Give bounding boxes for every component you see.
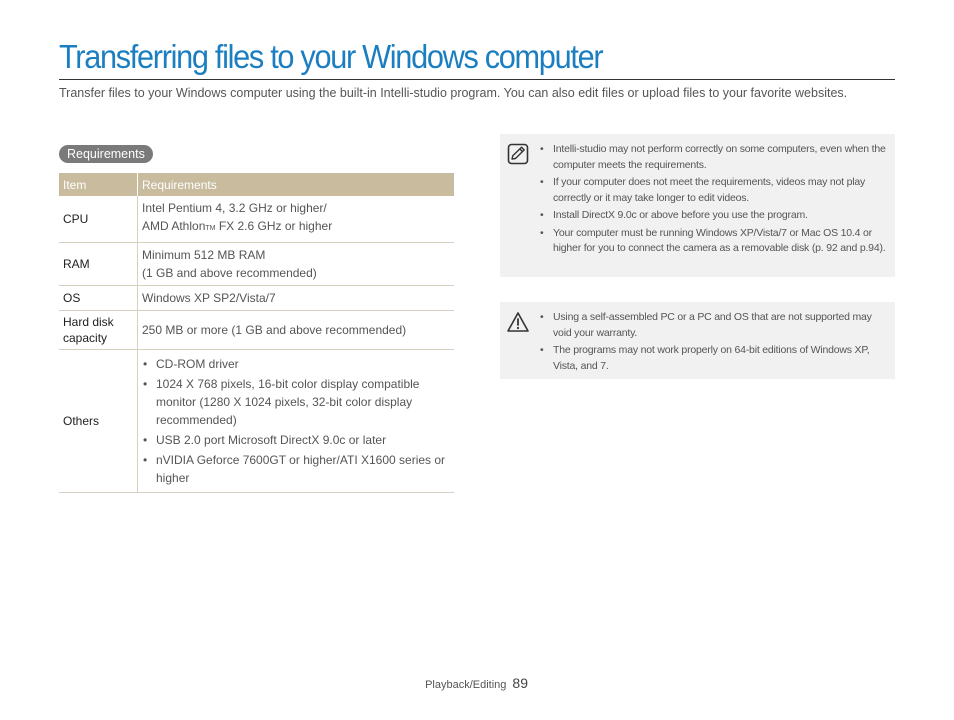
cpu-label: CPU xyxy=(59,196,138,242)
column-header-requirements: Requirements xyxy=(138,173,455,196)
list-item: • 1024 X 768 pixels, 16-bit color display compatible monitor (1280 X 1024 pixels, 32-bit color display recommended) xyxy=(142,375,450,429)
ram-line-2: (1 GB and above recommended) xyxy=(142,265,317,280)
table-row-others xyxy=(59,349,454,492)
list-item: • If your computer does not meet the requirements, videos may not play correctly or it may take longer to edit videos. xyxy=(540,175,888,206)
footer-section: Playback/Editing xyxy=(425,679,507,691)
warning-triangle-icon xyxy=(507,311,529,333)
list-item: • nVIDIA Geforce 7600GT or higher/ATI X1600 series or higher xyxy=(142,451,450,487)
list-item: • USB 2.0 port Microsoft DirectX 9.0c or later xyxy=(142,431,450,449)
table-row-hard-disk xyxy=(59,310,454,349)
table-row-ram xyxy=(59,242,454,285)
page-title: Transferring files to your Windows computer xyxy=(59,38,603,75)
others-list xyxy=(142,355,450,487)
page-number: 89 xyxy=(512,675,528,691)
ram-line-1: Minimum 512 MB RAM xyxy=(142,247,266,262)
caution-list xyxy=(540,310,888,376)
list-item: • Intelli-studio may not perform correctly on some computers, even when the computer meets the requirements. xyxy=(540,142,888,173)
requirements-badge: Requirements xyxy=(59,145,153,163)
list-item: • Using a self-assembled PC or a PC and OS that are not supported may void your warranty. xyxy=(540,310,888,341)
list-item: • The programs may not work properly on 64-bit editions of Windows XP, Vista, and 7. xyxy=(540,343,888,374)
cpu-amd-suffix: FX 2.6 GHz or higher xyxy=(215,219,333,234)
os-label: OS xyxy=(59,285,138,310)
os-requirement: Windows XP SP2/Vista/7 xyxy=(138,285,455,310)
intro-paragraph: Transfer files to your Windows computer using the built-in Intelli-studio program. You can also edit files or upload files to your favorite websites. xyxy=(59,86,848,100)
cpu-amd-prefix: AMD Athlon xyxy=(142,219,206,234)
list-item: • Install DirectX 9.0c or above before you use the program. xyxy=(540,208,888,224)
list-item: • Your computer must be running Windows XP/Vista/7 or Mac OS 10.4 or higher for you to connect the camera as a removable disk (p. 92 and p.94). xyxy=(540,226,888,257)
cpu-requirement xyxy=(138,196,455,242)
hard-disk-label: Hard disk capacity xyxy=(59,310,138,349)
page-footer xyxy=(425,675,528,691)
ram-label: RAM xyxy=(59,242,138,285)
cpu-line-intel: Intel Pentium 4, 3.2 GHz or higher/ xyxy=(142,201,327,216)
trademark-mark: TM xyxy=(205,225,216,233)
note-list xyxy=(540,142,888,259)
column-header-item: Item xyxy=(59,173,138,196)
hard-disk-requirement: 250 MB or more (1 GB and above recommended) xyxy=(138,310,455,349)
ram-requirement xyxy=(138,242,455,285)
table-header-row xyxy=(59,173,454,196)
caution-box xyxy=(500,302,895,379)
table-row-cpu xyxy=(59,196,454,242)
others-requirement xyxy=(138,349,455,492)
note-pencil-icon xyxy=(507,143,529,165)
title-divider xyxy=(59,79,895,80)
note-box xyxy=(500,134,895,277)
requirements-table xyxy=(59,173,454,493)
list-item: • CD-ROM driver xyxy=(142,355,450,373)
table-row-os xyxy=(59,285,454,310)
others-label: Others xyxy=(59,349,138,492)
